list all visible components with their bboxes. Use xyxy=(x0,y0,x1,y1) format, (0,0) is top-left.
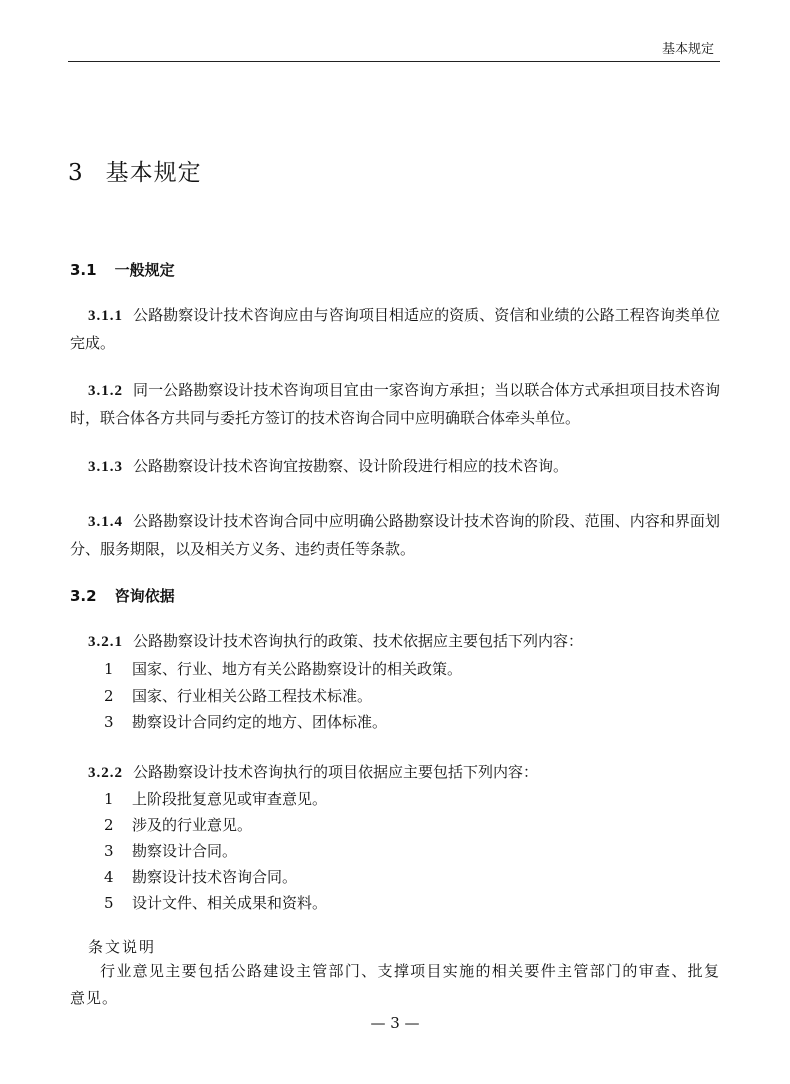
chapter-number: 3 xyxy=(68,160,84,186)
chapter-title xyxy=(68,154,202,187)
clause-3-1-1 xyxy=(70,302,720,357)
list-item xyxy=(104,864,297,891)
clause-text: 同一公路勘察设计技术咨询项目宜由一家咨询方承担；当以联合体方式承担项目技术咨询时，联合体各方共同与委托方签订的技术咨询合同中应明确联合体牵头单位。 xyxy=(70,381,720,427)
clause-number: 3.2.2 xyxy=(88,765,123,781)
running-header: 基本规定 xyxy=(661,42,714,57)
chapter-title-text: 基本规定 xyxy=(105,160,202,186)
item-number: 1 xyxy=(104,790,114,808)
clause-number: 3.2.1 xyxy=(88,634,123,650)
clause-number: 3.1.4 xyxy=(88,514,123,530)
item-text: 勘察设计合同。 xyxy=(132,842,238,860)
list-item xyxy=(104,656,462,683)
clause-text: 公路勘察设计技术咨询执行的政策、技术依据应主要包括下列内容： xyxy=(133,632,584,650)
section-heading-3-2 xyxy=(70,585,175,606)
item-text: 设计文件、相关成果和资料。 xyxy=(132,894,328,912)
clause-number: 3.1.2 xyxy=(88,383,123,399)
section-number: 3.1 xyxy=(70,261,97,279)
item-number: 2 xyxy=(104,687,114,705)
header-rule xyxy=(68,61,720,62)
list-item xyxy=(104,683,372,710)
item-number: 3 xyxy=(104,842,114,860)
item-text: 上阶段批复意见或审查意见。 xyxy=(132,790,328,808)
section-title: 一般规定 xyxy=(114,261,175,279)
page-number: — 3 — xyxy=(370,1014,420,1032)
item-text: 涉及的行业意见。 xyxy=(132,816,253,834)
item-text: 国家、行业相关公路工程技术标准。 xyxy=(132,687,373,705)
item-text: 国家、行业、地方有关公路勘察设计的相关政策。 xyxy=(132,660,463,678)
item-number: 5 xyxy=(104,894,114,912)
clause-number: 3.1.1 xyxy=(88,308,123,324)
item-number: 1 xyxy=(104,660,114,678)
item-text: 勘察设计合同约定的地方、团体标准。 xyxy=(132,713,388,731)
item-number: 4 xyxy=(104,868,114,886)
section-number: 3.2 xyxy=(70,587,97,605)
clause-3-1-4 xyxy=(70,508,720,563)
section-title: 咨询依据 xyxy=(114,587,175,605)
section-heading-3-1 xyxy=(70,259,175,280)
clause-number: 3.1.3 xyxy=(88,459,123,475)
item-text: 勘察设计技术咨询合同。 xyxy=(132,868,298,886)
list-item xyxy=(104,786,327,813)
list-item xyxy=(104,890,327,917)
item-number: 2 xyxy=(104,816,114,834)
list-item xyxy=(104,812,252,839)
note-text: 行业意见主要包括公路建设主管部门、支撑项目实施的相关要件主管部门的审查、批复意见。 xyxy=(70,962,720,1007)
list-item xyxy=(104,838,237,865)
clause-text: 公路勘察设计技术咨询应由与咨询项目相适应的资质、资信和业绩的公路工程咨询类单位完成。 xyxy=(70,306,720,352)
clause-text: 公路勘察设计技术咨询宜按勘察、设计阶段进行相应的技术咨询。 xyxy=(133,457,569,475)
clause-text: 公路勘察设计技术咨询合同中应明确公路勘察设计技术咨询的阶段、范围、内容和界面划分、服务期限，以及相关方义务、违约责任等条款。 xyxy=(70,512,720,558)
item-number: 3 xyxy=(104,713,114,731)
clause-3-2-2 xyxy=(70,759,720,787)
clause-3-1-3 xyxy=(70,453,720,481)
clause-3-1-2 xyxy=(70,377,720,432)
clause-3-2-1 xyxy=(70,628,720,656)
clause-text: 公路勘察设计技术咨询执行的项目依据应主要包括下列内容： xyxy=(133,763,539,781)
list-item xyxy=(104,709,387,736)
note-title: 条文说明 xyxy=(88,938,157,956)
